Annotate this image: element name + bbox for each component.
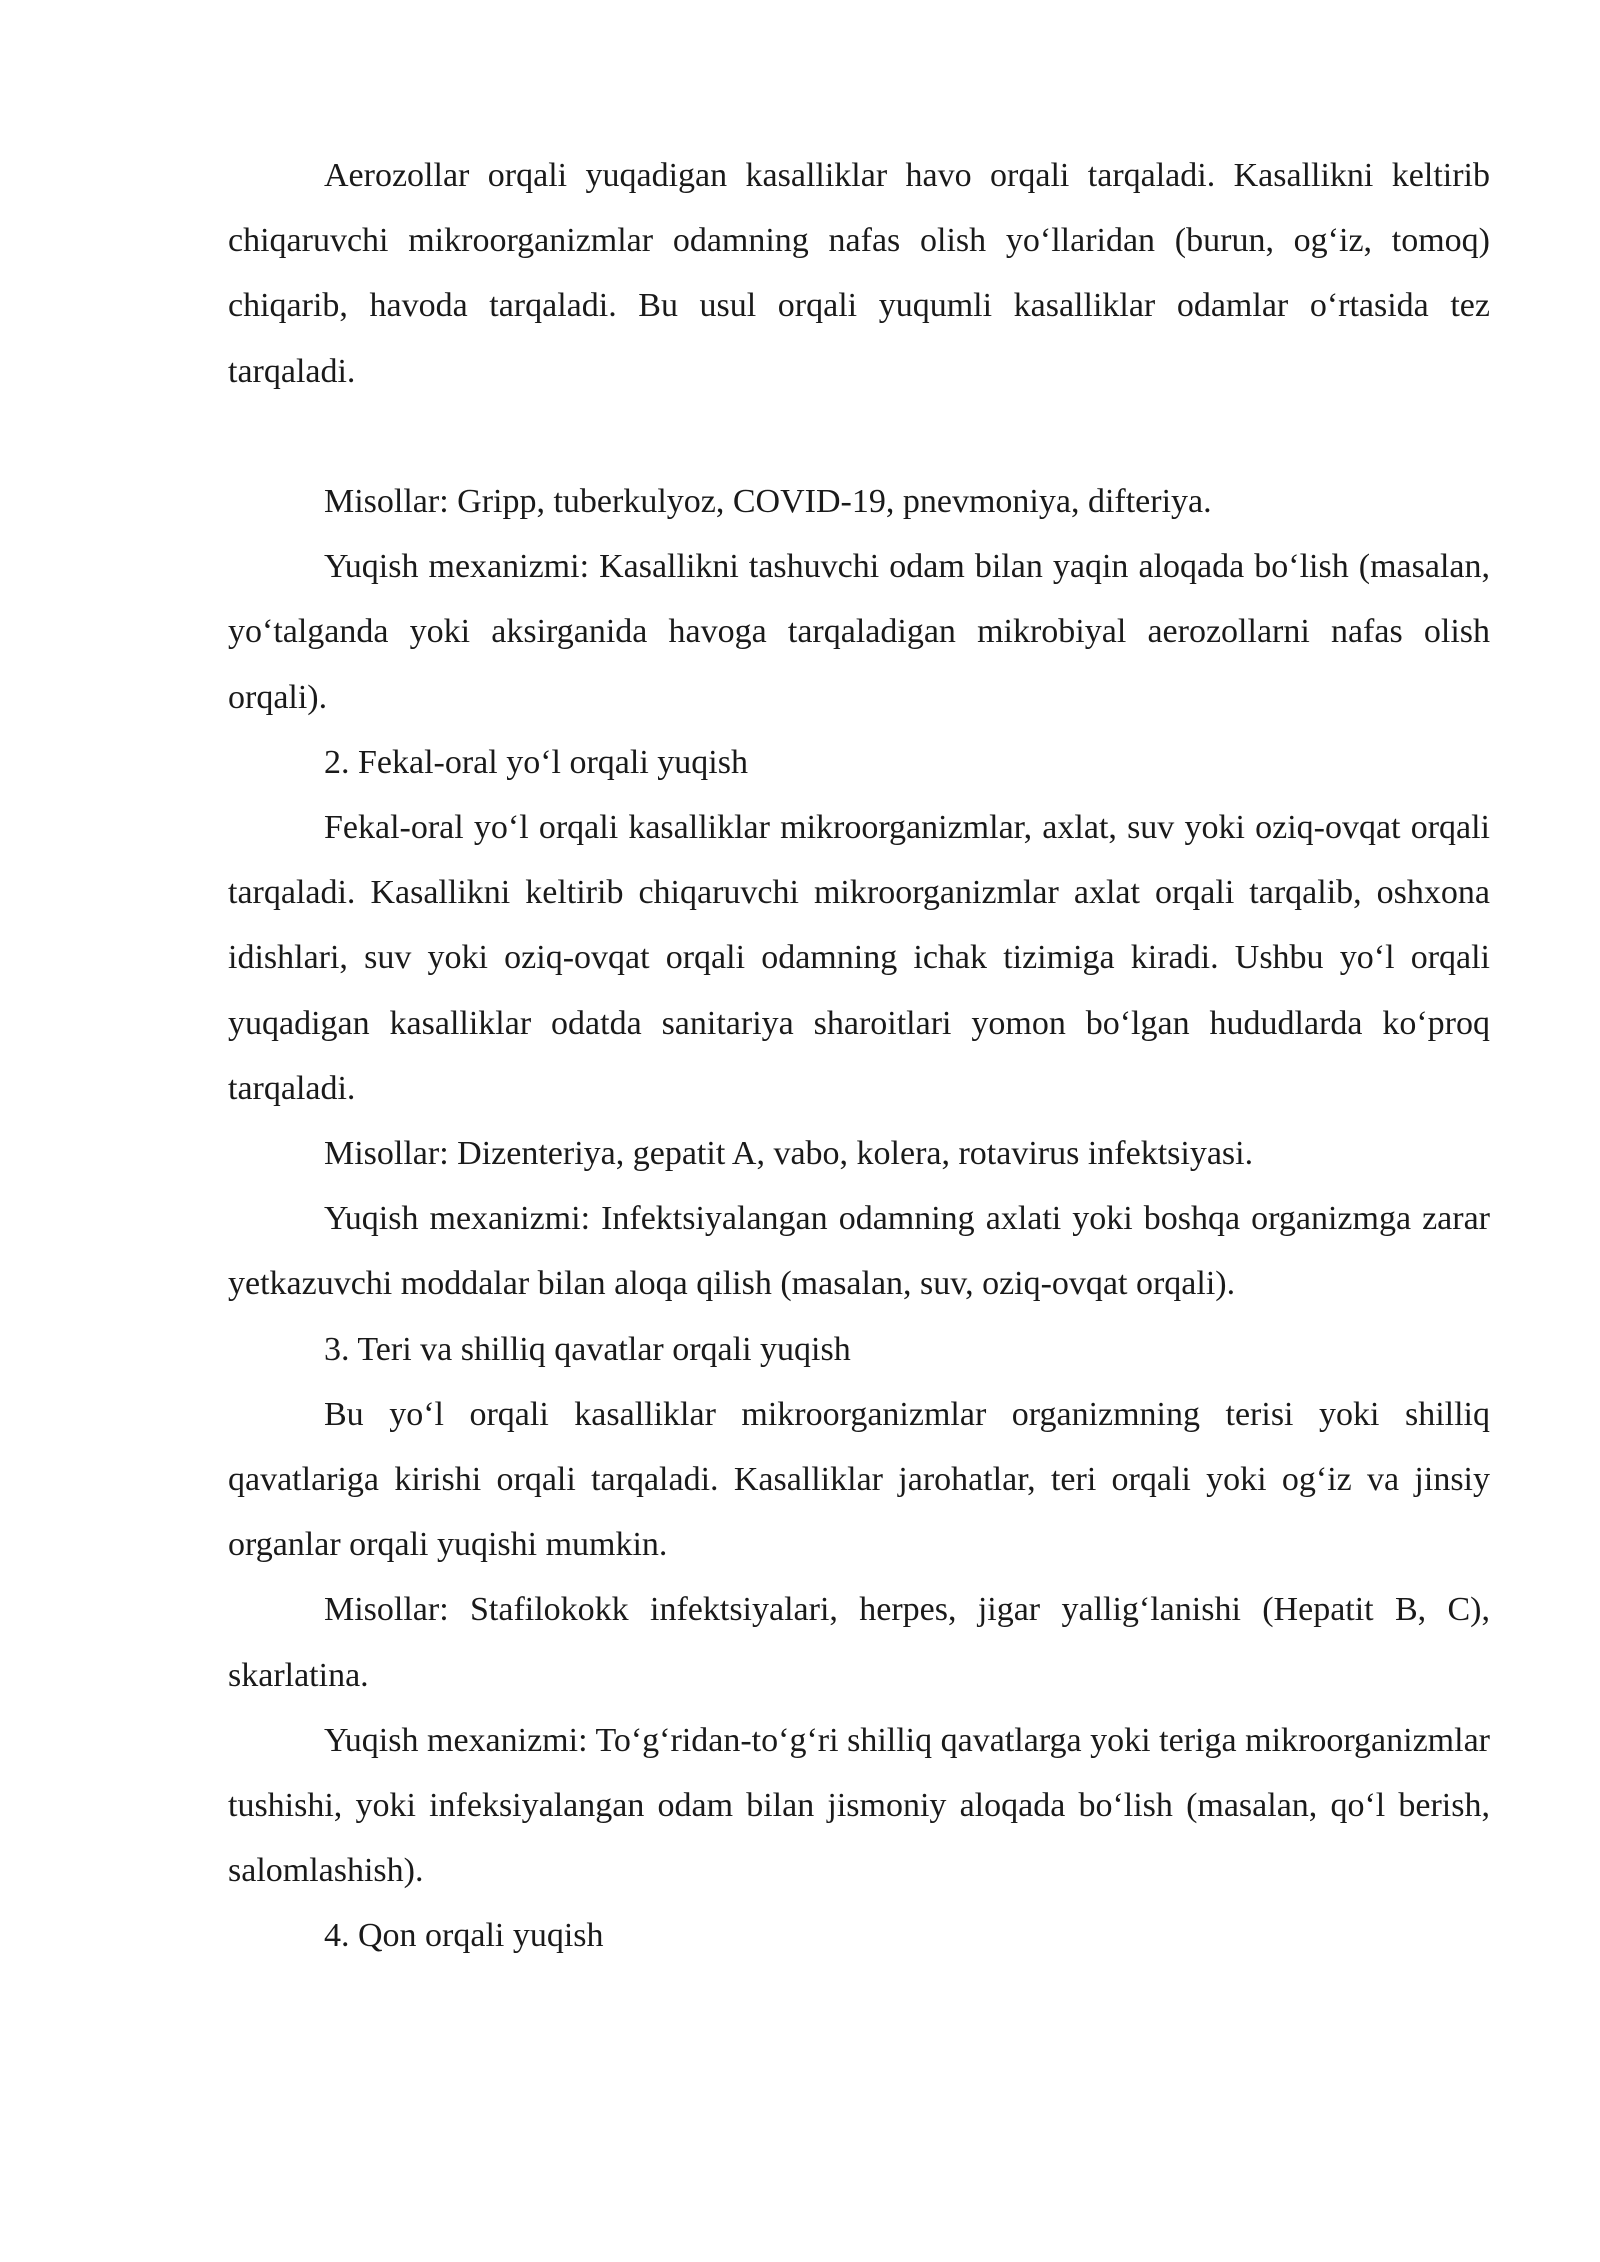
section-heading-skin-mucosa: 3. Teri va shilliq qavatlar orqali yuqish [324,1330,851,1368]
paragraph-fecal-oral-mechanism: Yuqish mexanizmi: Infektsiyalangan odamning axlati yoki boshqa organizmga zarar yetkazuvchi moddalar bilan aloqa qilish (masalan, suv, oziq-ovqat orqali). [228,1200,1490,1303]
paragraph-fecal-oral-examples: Misollar: Dizenteriya, gepatit A, vabo, kolera, rotavirus infektsiyasi. [324,1135,1254,1173]
paragraph-skin-mucosa-intro: Bu yo‘l orqali kasalliklar mikroorganizmlar organizmning terisi yoki shilliq qavatlariga kirishi orqali tarqaladi. Kasalliklar jarohatlar, teri orqali yoki og‘iz va jinsiy organlar orqali yuqishi mumkin. [228,1395,1490,1564]
paragraph-aerosol-mechanism: Yuqish mexanizmi: Kasallikni tashuvchi odam bilan yaqin aloqada bo‘lish (masalan, yo‘talganda yoki aksirganida havoga tarqaladigan mikrobiyal aerozollarni nafas olish orqali). [228,548,1490,716]
paragraph-fecal-oral-intro: Fekal-oral yo‘l orqali kasalliklar mikroorganizmlar, axlat, suv yoki oziq-ovqat orqali tarqaladi. Kasallikni keltirib chiqaruvchi mikroorganizmlar axlat orqali tarqalib, oshxona idishlari, suv yoki oziq-ovqat orqali odamning ichak tizimiga kiradi. Ushbu yo‘l orqali yuqadigan kasalliklar odatda sanitariya sharoitlari yomon bo‘lgan hududlarda ko‘proq tarqaladi. [228,809,1490,1107]
document-page [228,143,1490,1969]
paragraph-skin-mucosa-examples: Misollar: Stafilokokk infektsiyalari, herpes, jigar yallig‘lanishi (Hepatit B, C), skarlatina. [228,1591,1490,1694]
section-heading-blood: 4. Qon orqali yuqish [324,1917,604,1955]
section-heading-fecal-oral: 2. Fekal-oral yo‘l orqali yuqish [324,743,748,781]
paragraph-aerosol-intro: Aerozollar orqali yuqadigan kasalliklar havo orqali tarqaladi. Kasallikni keltirib chiqaruvchi mikroorganizmlar odamning nafas olish yo‘llaridan (burun, og‘iz, tomoq) chiqarib, havoda tarqaladi. Bu usul orqali yuqumli kasalliklar odamlar o‘rtasida tez tarqaladi. [228,157,1490,390]
paragraph-aerosol-examples: Misollar: Gripp, tuberkulyoz, COVID-19, pnevmoniya, difteriya. [324,483,1212,520]
paragraph-skin-mucosa-mechanism: Yuqish mexanizmi: To‘g‘ridan-to‘g‘ri shilliq qavatlarga yoki teriga mikroorganizmlar tushishi, yoki infeksiyalangan odam bilan jismoniy aloqada bo‘lish (masalan, qo‘l berish, salomlashish). [228,1721,1490,1890]
